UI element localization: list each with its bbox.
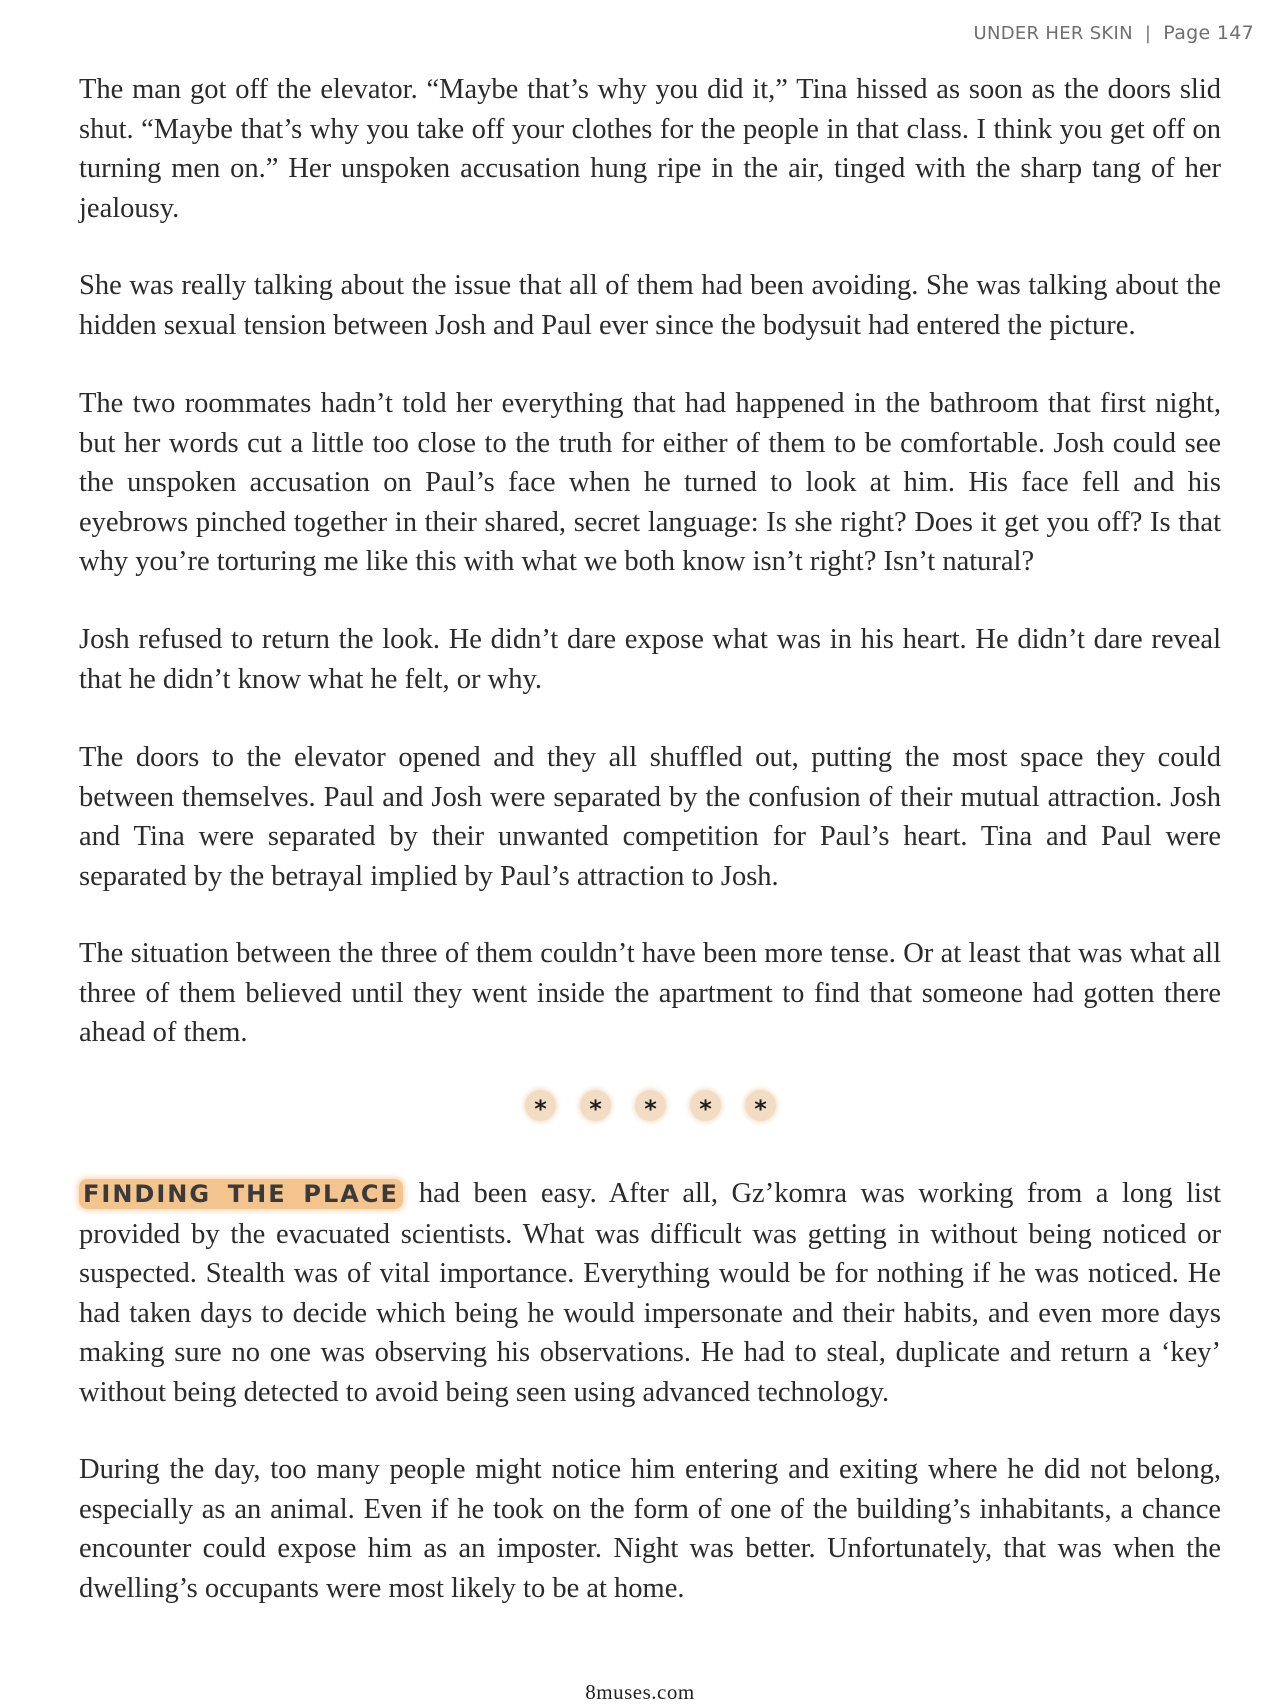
page-header: [973, 22, 1254, 44]
header-separator: |: [1144, 22, 1152, 44]
paragraph-8: During the day, too many people might notice him entering and exiting where he did not belong, especially as an animal. Even if he took on the form of one of the building’s inhabitants, a chance encounter could expose him as an imposter. Night was better. Unfortunately, that was when the dwelling’s occupants were most likely to be at home.: [79, 1454, 1221, 1604]
page-number: Page 147: [1163, 22, 1254, 44]
paragraph-1: The man got off the elevator. “Maybe that’s why you did it,” Tina hissed as soon as the doors slid shut. “Maybe that’s why you take off your clothes for the people in that class. I think you get off on turning men on.” Her unspoken accusation hung ripe in the air, tinged with the sharp tang of her jealousy.: [79, 74, 1221, 224]
paragraph-5: The doors to the elevator opened and they all shuffled out, putting the most space they could between themselves. Paul and Josh were separated by the confusion of their mutual attraction. Josh and Tina were separated by their unwanted competition for Paul’s heart. Tina and Paul were separated by the betrayal implied by Paul’s attraction to Josh.: [79, 742, 1221, 892]
scene-break-asterisk-icon: *: [580, 1090, 611, 1121]
paragraph-3: The two roommates hadn’t told her everything that had happened in the bathroom that first night, but her words cut a little too close to the truth for either of them to be comfortable. Josh could see the unspoken accusation on Paul’s face when he turned to look at him. His face fell and his eyebrows pinched together in their shared, secret language: Is she right? Does it get you off? Is that why you’re torturing me like this with what we both know isn’t right? Isn’t natural?: [79, 388, 1221, 577]
paragraph-6: The situation between the three of them couldn’t have been more tense. Or at least that was what all three of them believed until they went inside the apartment to find that someone had gotten there ahead of them.: [79, 938, 1221, 1048]
scene-break-asterisk-icon: *: [635, 1090, 666, 1121]
paragraph-4: Josh refused to return the look. He didn’t dare expose what was in his heart. He didn’t dare reveal that he didn’t know what he felt, or why.: [79, 624, 1221, 695]
paragraph-2: She was really talking about the issue that all of them had been avoiding. She was talking about the hidden sexual tension between Josh and Paul ever since the bodysuit had entered the picture.: [79, 270, 1221, 341]
paragraph-7: [79, 1174, 1221, 1412]
scene-break: [525, 1090, 776, 1121]
scene-break-asterisk-icon: *: [525, 1090, 556, 1121]
scene-break-asterisk-icon: *: [690, 1090, 721, 1121]
paragraph-7-body: had been easy. After all, Gz’komra was working from a long list provided by the evacuated scientists. What was difficult was getting in without being noticed or suspected. Stealth was of vital importance. Everything would be for nothing if he was noticed. He had taken days to decide which being he would impersonate and their habits, and even more days making sure no one was observing his observations. He had to steal, duplicate and return a ‘key’ without being detected to avoid being seen using advanced technology.: [79, 1178, 1221, 1408]
site-watermark: 8muses.com: [585, 1680, 695, 1704]
book-title: UNDER HER SKIN: [973, 22, 1133, 44]
scene-break-asterisk-icon: *: [745, 1090, 776, 1121]
section-lead-in: FINDING THE PLACE: [79, 1179, 403, 1209]
